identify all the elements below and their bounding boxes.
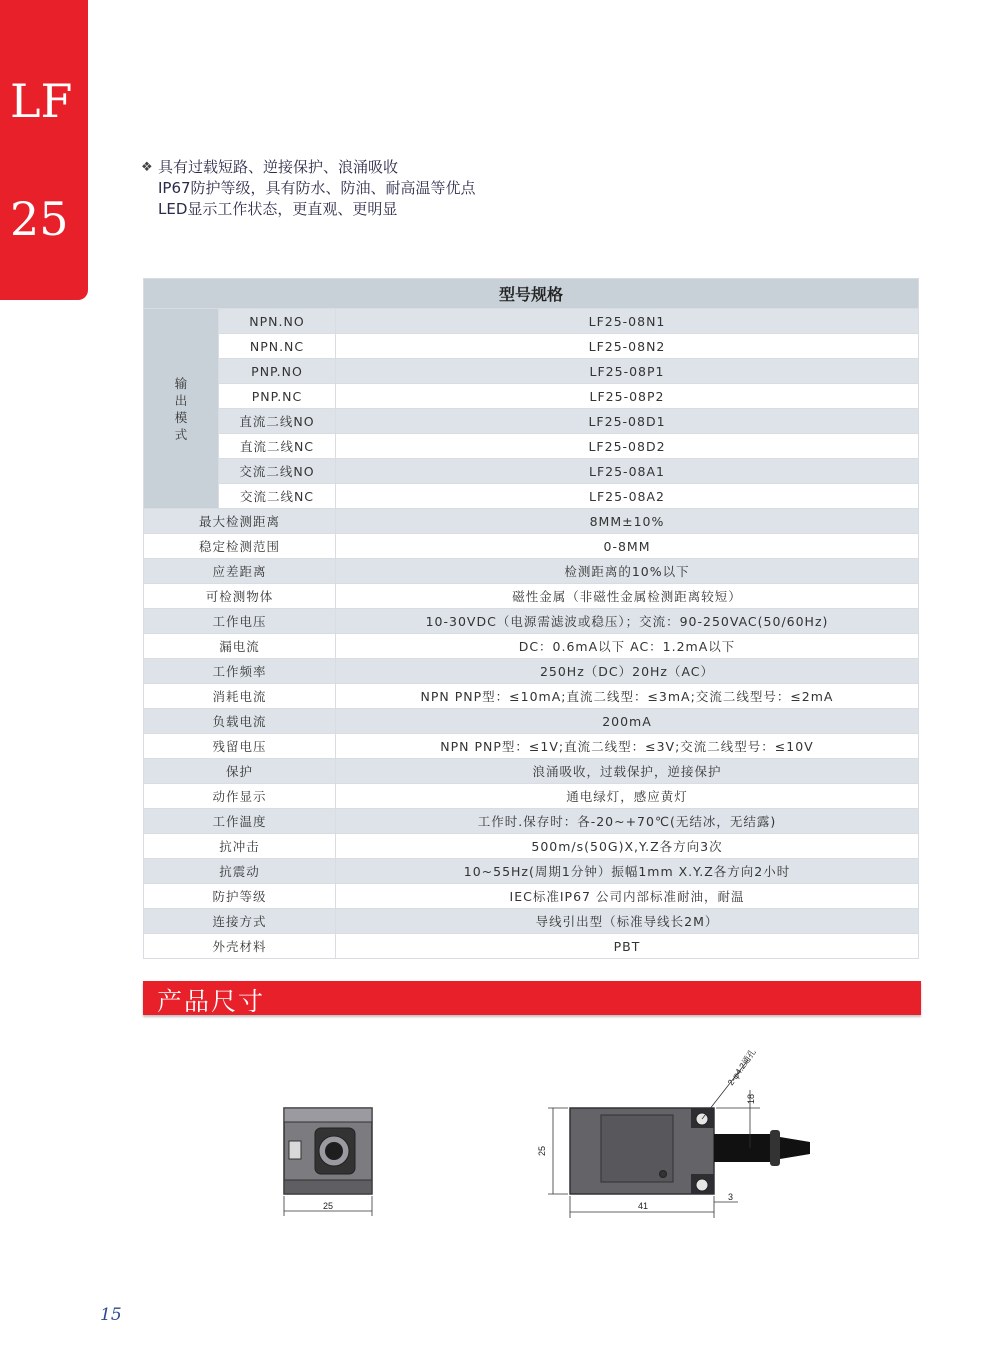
table-row: 直流二线NO LF25-08D1 [144,409,919,434]
series-size: 25 [10,192,69,246]
output-mode-label: 输 出 模 式 [144,309,219,509]
front-view [284,1108,372,1216]
table-row: 动作显示 通电绿灯，感应黄灯 [144,784,919,809]
table-row: 外壳材料 PBT [144,934,919,959]
feature-list [141,157,476,220]
feature-item: IP67防护等级，具有防水、防油、耐高温等优点 [158,179,476,197]
spec-table-header [144,279,919,309]
table-row: 残留电压 NPN PNP型：≤1V;直流二线型：≤3V;交流二线型号：≤10V [144,734,919,759]
table-row: 可检测物体 磁性金属（非磁性金属检测距离较短） [144,584,919,609]
table-row: 负载电流 200mA [144,709,919,734]
hole-note: 2-φ4.2通孔 [725,1047,758,1088]
table-row: 最大检测距离 8MM±10% [144,509,919,534]
table-row: 漏电流 DC：0.6mA以下 AC：1.2mA以下 [144,634,919,659]
tail-label: 3 [728,1192,734,1202]
table-row: 应差距离 检测距离的10%以下 [144,559,919,584]
side-view [537,1047,810,1218]
spec-table-title: 型号规格 [144,279,919,309]
table-row: 消耗电流 NPN PNP型：≤10mA;直流二线型：≤3mA;交流二线型号：≤2mA [144,684,919,709]
series-tab [0,0,88,300]
table-row: 直流二线NC LF25-08D2 [144,434,919,459]
dimension-drawing [270,1040,830,1230]
table-row: 连接方式 导线引出型（标准导线长2M） [144,909,919,934]
table-row: 工作电压 10-30VDC（电源需滤波或稳压）；交流：90-250VAC(50/60Hz) [144,609,919,634]
page-number: 15 [100,1305,122,1325]
section-header [143,981,921,1015]
table-row: PNP.NO LF25-08P1 [144,359,919,384]
series-name: LF [10,74,73,128]
table-row: 工作温度 工作时.保存时：各-20~+70℃(无结冰，无结露) [144,809,919,834]
section-title: 产品尺寸 [157,987,266,1016]
table-row: 工作频率 250Hz（DC）20Hz（AC） [144,659,919,684]
table-row: 交流二线NO LF25-08A1 [144,459,919,484]
feature-item: LED显示工作状态，更直观、更明显 [158,200,398,218]
table-row: 稳定检测范围 0-8MM [144,534,919,559]
table-row: 抗震动 10~55Hz(周期1分钟）振幅1mm X.Y.Z各方向2小时 [144,859,919,884]
table-row: 防护等级 IEC标准IP67 公司内部标准耐油，耐温 [144,884,919,909]
side-height-label: 25 [537,1145,547,1157]
table-row: 交流二线NC LF25-08A2 [144,484,919,509]
bullet-icon: ❖ [141,160,153,175]
table-row: 保护 浪涌吸收，过载保护，逆接保护 [144,759,919,784]
table-row: 输 出 模 式 NPN.NO LF25-08N1 [144,309,919,334]
side-length-label: 41 [637,1201,649,1211]
table-row: NPN.NC LF25-08N2 [144,334,919,359]
spec-table [143,278,919,959]
front-width-label: 25 [322,1201,334,1211]
table-row: 抗冲击 500m/s(50G)X,Y.Z各方向3次 [144,834,919,859]
cable-offset-label: 18 [746,1093,756,1104]
feature-item: ❖ 具有过载短路、逆接保护、浪涌吸收 [141,158,399,176]
table-row: PNP.NC LF25-08P2 [144,384,919,409]
